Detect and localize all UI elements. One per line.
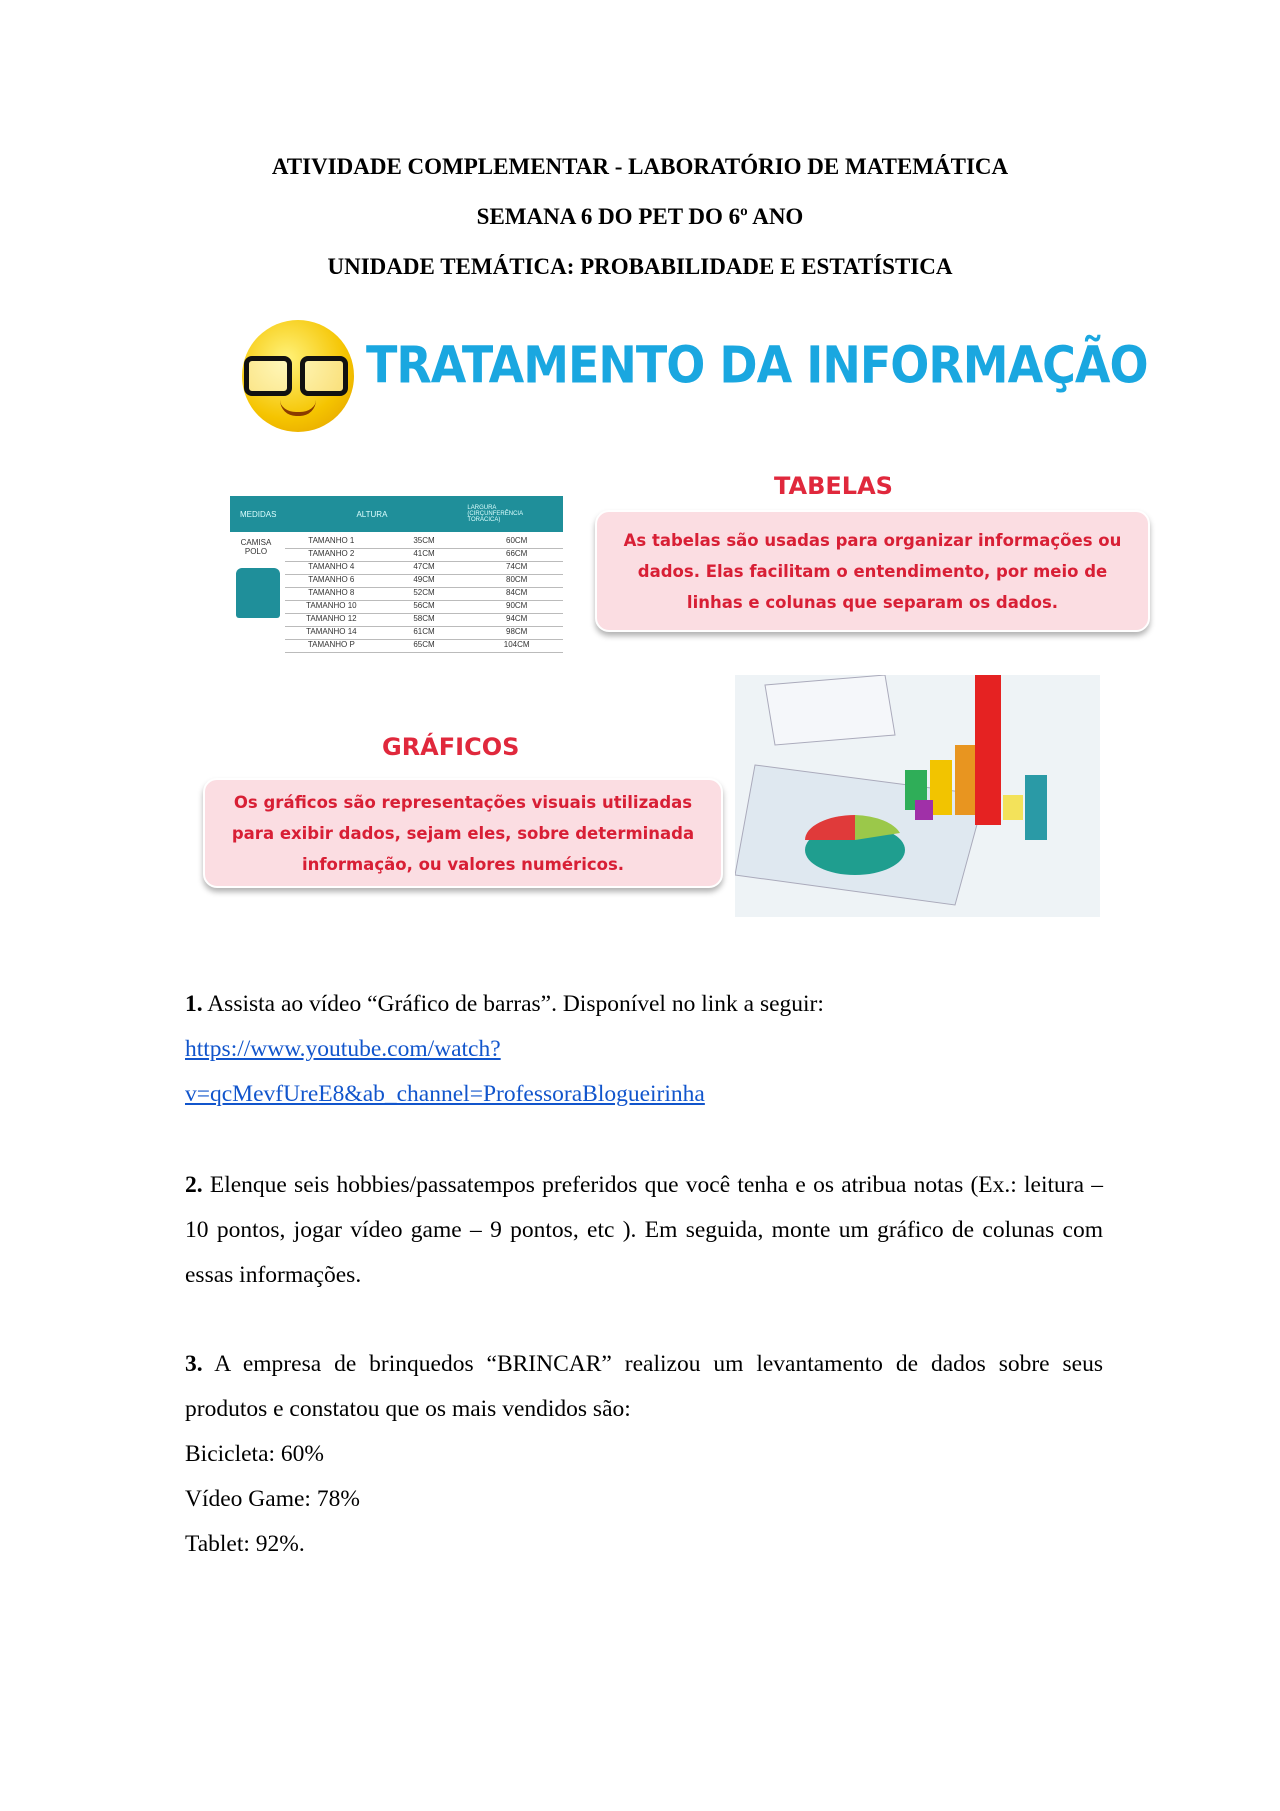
banner-title: TRATAMENTO DA INFORMAÇÃO	[366, 335, 1148, 395]
table-row	[285, 536, 563, 549]
table-cell: TAMANHO 8	[308, 588, 355, 597]
size-table-image	[230, 496, 563, 656]
table-row	[285, 627, 563, 640]
table-cell: 49CM	[413, 575, 435, 584]
video-link-line-2[interactable]: v=qcMevfUreE8&ab_channel=ProfessoraBlogueirinha	[185, 1081, 705, 1107]
tabelas-description: As tabelas são usadas para organizar informações ou dados. Elas facilitam o entendimento, por meio de linhas e colunas que separam os dados.	[595, 510, 1150, 632]
table-cell: TAMANHO 4	[308, 562, 355, 571]
tabelas-heading: TABELAS	[774, 472, 893, 500]
table-cell: 84CM	[506, 588, 528, 597]
table-cell: 61CM	[413, 627, 435, 636]
title-line-3: UNIDADE TEMÁTICA: PROBABILIDADE E ESTATÍSTICA	[327, 254, 953, 279]
table-cell: 80CM	[506, 575, 528, 584]
graficos-description: Os gráficos são representações visuais utilizadas para exibir dados, sejam eles, sobre determinada informação, ou valores numéricos.	[203, 778, 723, 888]
question-text: Assista ao vídeo “Gráfico de barras”. Disponível no link a seguir:	[202, 991, 824, 1017]
table-col-largura: LARGURA (CIRCUNFERÊNCIA TORÁCICA)	[467, 505, 523, 523]
table-row	[285, 614, 563, 627]
table-row	[285, 549, 563, 562]
question-number: 2.	[185, 1172, 203, 1198]
product-item: Vídeo Game: 78%	[185, 1486, 360, 1512]
graficos-heading: GRÁFICOS	[382, 733, 520, 761]
video-link-line-1[interactable]: https://www.youtube.com/watch?	[185, 1036, 501, 1062]
table-row	[285, 588, 563, 601]
table-cell: TAMANHO 2	[308, 549, 355, 558]
question-text: A empresa de brinquedos “BRINCAR” realizou um levantamento de dados sobre seus produtos e constatou que os mais vendidos são:	[185, 1351, 1103, 1422]
table-cell: 56CM	[413, 601, 435, 610]
table-cell: 52CM	[413, 588, 435, 597]
table-cell: 65CM	[413, 640, 435, 649]
table-cell: 58CM	[413, 614, 435, 623]
nerd-emoji-icon	[242, 320, 354, 432]
table-row	[285, 601, 563, 614]
question-number: 3.	[185, 1351, 203, 1377]
table-cell: TAMANHO 1	[308, 536, 355, 545]
table-cell: 47CM	[413, 562, 435, 571]
table-cell: TAMANHO 10	[306, 601, 357, 610]
table-col-altura: ALTURA	[356, 509, 388, 519]
table-cell: TAMANHO 6	[308, 575, 355, 584]
question-number: 1.	[185, 991, 203, 1017]
table-cell: 74CM	[506, 562, 528, 571]
question-1	[185, 982, 1103, 1117]
question-3	[185, 1342, 1103, 1567]
table-cell: 94CM	[506, 614, 528, 623]
table-col-medidas: MEDIDAS	[240, 509, 277, 519]
table-cell: 90CM	[506, 601, 528, 610]
table-cell: 41CM	[413, 549, 435, 558]
table-cell: 98CM	[506, 627, 528, 636]
table-cell: TAMANHO 12	[306, 614, 357, 623]
title-line-2: SEMANA 6 DO PET DO 6º ANO	[476, 204, 804, 229]
table-cell: TAMANHO 14	[306, 627, 357, 636]
question-2	[185, 1163, 1103, 1298]
table-row	[285, 562, 563, 575]
table-cell: 66CM	[506, 549, 528, 558]
table-item-label: CAMISA POLO	[240, 538, 272, 556]
table-cell: 35CM	[413, 536, 435, 545]
title-line-1: ATIVIDADE COMPLEMENTAR - LABORATÓRIO DE MATEMÁTICA	[271, 154, 1009, 179]
product-item: Tablet: 92%.	[185, 1531, 305, 1557]
table-cell: TAMANHO P	[307, 640, 355, 649]
table-row	[285, 575, 563, 588]
question-text: Elenque seis hobbies/passatempos preferidos que você tenha e os atribua notas (Ex.: leitura – 10 pontos, jogar vídeo game – 9 pontos, etc ). Em seguida, monte um gráfico de colunas com essas informações.	[185, 1172, 1103, 1288]
charts-illustration	[735, 675, 1100, 917]
shirt-icon	[236, 568, 280, 618]
product-item: Bicicleta: 60%	[185, 1441, 324, 1467]
table-cell: 60CM	[506, 536, 528, 545]
table-cell: 104CM	[503, 640, 530, 649]
table-row	[285, 640, 563, 653]
